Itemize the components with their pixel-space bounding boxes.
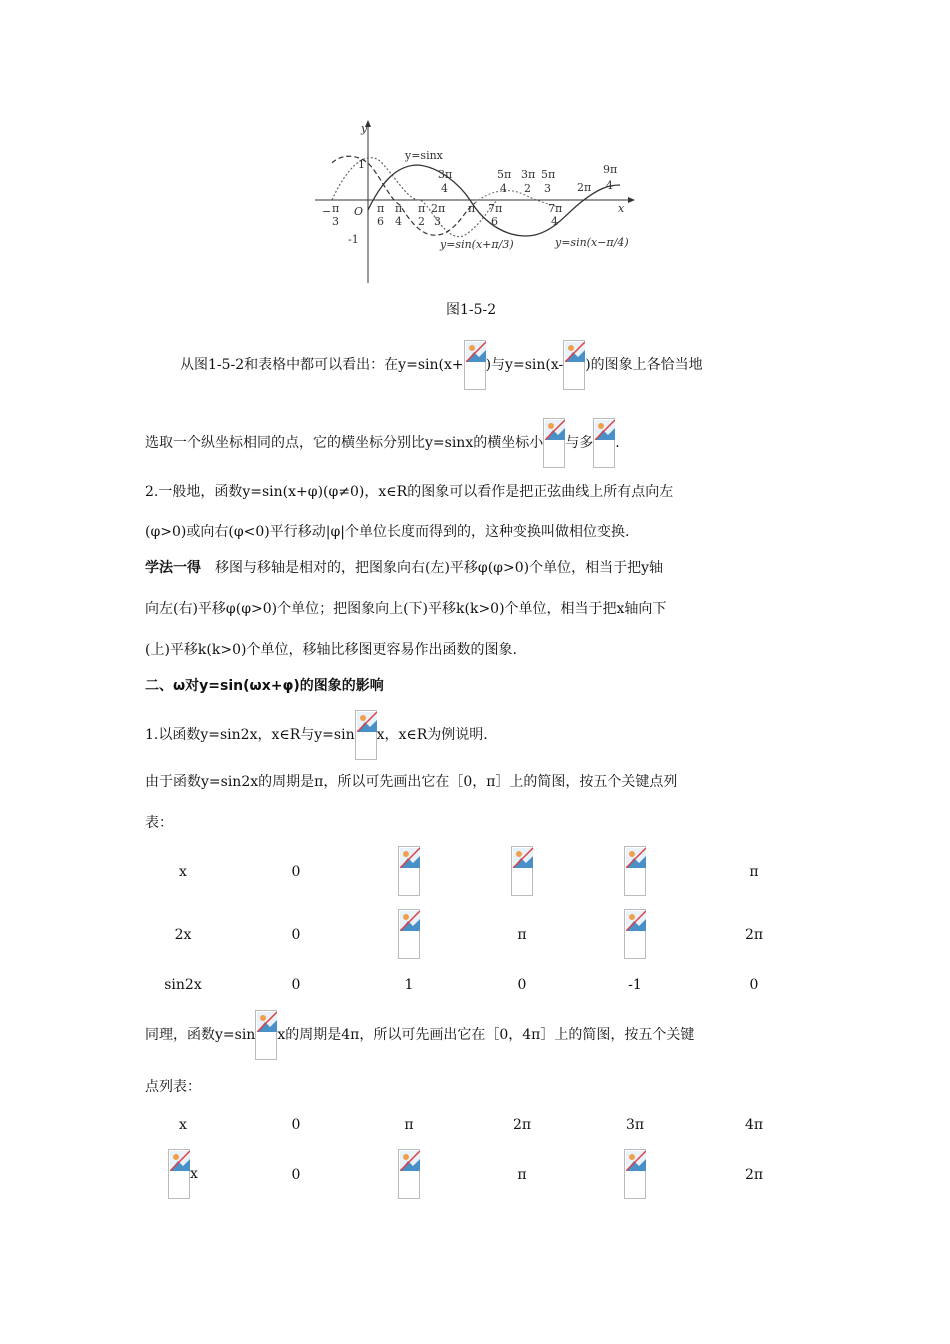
section2-p3: 同理，函数y=sin x的周期是4π，所以可先画出它在［0，4π］上的简图，按五个关键 [145, 1010, 694, 1060]
table1-cell: -1 [628, 977, 642, 993]
image-placeholder-icon [398, 1149, 420, 1199]
tick-3pi-2 [521, 168, 535, 195]
svg-text:4: 4 [551, 215, 558, 228]
svg-text:4: 4 [441, 182, 448, 195]
tick-2pi-3 [431, 202, 445, 228]
table1-cell: x [179, 864, 187, 880]
table1-cell: 0 [291, 864, 301, 880]
svg-text:π: π [377, 202, 385, 215]
table1-cell: 0 [291, 927, 301, 943]
svg-text:3: 3 [434, 215, 441, 228]
svg-text:5π: 5π [497, 168, 512, 181]
table1-cell: 1 [404, 977, 414, 993]
svg-text:−: − [322, 205, 332, 218]
image-placeholder-icon [624, 909, 646, 959]
image-placeholder-icon [255, 1010, 277, 1060]
table1-cell [590, 846, 680, 896]
image-placeholder-icon [398, 909, 420, 959]
image-placeholder-icon [398, 846, 420, 896]
image-placeholder-icon [563, 340, 585, 390]
tick-7pi-4 [548, 202, 562, 228]
table1-cell [364, 909, 454, 959]
image-placeholder-icon [593, 418, 615, 468]
table2-cell: 2π [512, 1117, 532, 1133]
table2-cell: π [517, 1167, 527, 1183]
svg-text:2π: 2π [431, 202, 446, 215]
table2-cell [590, 1149, 680, 1199]
table1-cell: 0 [749, 977, 759, 993]
table1-cell: 0 [291, 977, 301, 993]
svg-text:3π: 3π [438, 168, 453, 181]
table2-cell: 4π [744, 1117, 764, 1133]
table1-cell [477, 846, 567, 896]
tick-9pi-4 [603, 163, 617, 192]
para1-line1: 从图1-5-2和表格中都可以看出：在y=sin(x+ )与y=sin(x- )的图象上各恰当地 [180, 340, 703, 390]
x-axis-label: x [618, 202, 625, 215]
section2-heading: 二、ω对y=sin(ωx+φ)的图象的影响 [145, 678, 384, 694]
svg-text:3π: 3π [521, 168, 536, 181]
tick-7pi-6 [488, 202, 502, 228]
tick-pi-6 [377, 202, 384, 228]
label-shift-left: y=sin(x+π/3) [440, 238, 514, 251]
para1-line2: 选取一个纵坐标相同的点，它的横坐标分别比y=sinx的横坐标小 与多 . [145, 418, 620, 468]
table2-cell: 0 [291, 1117, 301, 1133]
svg-text:6: 6 [491, 215, 498, 228]
table1-cell [364, 846, 454, 896]
svg-text:4: 4 [606, 179, 613, 192]
svg-text:π: π [418, 202, 426, 215]
table2-cell: π [404, 1117, 414, 1133]
table2-cell: 2π [744, 1167, 764, 1183]
section2-p2-line1: 由于函数y=sin2x的周期是π，所以可先画出它在［0，π］上的简图，按五个关键点列 [145, 774, 678, 790]
y-axis-label: y [361, 122, 368, 135]
image-placeholder-icon [168, 1149, 190, 1199]
svg-text:2: 2 [418, 215, 425, 228]
origin-label: O [354, 205, 364, 218]
curve-sinx [332, 158, 498, 237]
table1-cell: 2π [744, 927, 764, 943]
image-placeholder-icon [543, 418, 565, 468]
svg-text:9π: 9π [603, 163, 618, 176]
tick-neg-pi-3 [322, 202, 339, 228]
svg-text:7π: 7π [488, 202, 503, 215]
label-shift-right: y=sin(x−π/4) [555, 236, 629, 249]
table2-cell: 0 [291, 1167, 301, 1183]
table1-cell: 2x [174, 927, 192, 943]
para2-line2: (φ>0)或向右(φ<0)平行移动|φ|个单位长度而得到的，这种变换叫做相位变换. [145, 524, 630, 540]
label-sinx: y=sinx [405, 149, 443, 162]
image-placeholder-icon [624, 1149, 646, 1199]
sine-shift-graph [310, 115, 650, 290]
svg-text:3: 3 [544, 182, 551, 195]
table1-cell: 0 [517, 977, 527, 993]
svg-text:π: π [395, 202, 403, 215]
svg-text:5π: 5π [541, 168, 556, 181]
image-placeholder-icon [464, 340, 486, 390]
tick-pi-4 [395, 202, 402, 228]
table1-cell: π [749, 864, 759, 880]
svg-text:π: π [332, 202, 340, 215]
table2-cell: x [138, 1149, 228, 1199]
tick-one: 1 [358, 158, 365, 171]
tick-neg-one: -1 [348, 233, 359, 246]
sinx-curve [338, 189, 368, 200]
table2-cell: 3π [625, 1117, 645, 1133]
section2-p2-line2: 表： [145, 815, 173, 831]
para2-line1: 2.一般地，函数y=sin(x+φ)(φ≠0)，x∈R的图象可以看作是把正弦曲线上所有点向左 [145, 484, 674, 500]
svg-text:4: 4 [500, 182, 507, 195]
tip-line3: (上)平移k(k>0)个单位，移轴比移图更容易作出函数的图象. [145, 642, 517, 658]
tip-line2: 向左(右)平移φ(φ>0)个单位；把图象向上(下)平移k(k>0)个单位，相当于把x轴向下 [145, 601, 667, 617]
section2-p1: 1.以函数y=sin2x，x∈R与y=sin x，x∈R为例说明. [145, 710, 488, 760]
table1-cell: sin2x [164, 977, 202, 993]
image-placeholder-icon [624, 846, 646, 896]
svg-text:6: 6 [377, 215, 384, 228]
section2-p3-line2: 点列表： [145, 1079, 201, 1095]
figure-caption: 图1-5-2 [446, 302, 497, 318]
tick-pi: π [468, 202, 476, 215]
tick-pi-2 [418, 202, 425, 228]
tick-3pi-4 [438, 168, 452, 195]
image-placeholder-icon [511, 846, 533, 896]
svg-text:4: 4 [395, 215, 402, 228]
tip-heading: 学法一得 [145, 560, 201, 576]
svg-text:7π: 7π [548, 202, 563, 215]
tip-line1: 学法一得 移图与移轴是相对的，把图象向右(左)平移φ(φ>0)个单位，相当于把y轴 [145, 560, 663, 576]
tick-5pi-3 [541, 168, 555, 195]
tick-2pi: 2π [577, 181, 592, 194]
image-placeholder-icon [355, 710, 377, 760]
svg-text:3: 3 [332, 215, 339, 228]
svg-text:2: 2 [524, 182, 531, 195]
table2-cell [364, 1149, 454, 1199]
table2-cell: x [179, 1117, 187, 1133]
table1-cell [590, 909, 680, 959]
table1-cell: π [517, 927, 527, 943]
